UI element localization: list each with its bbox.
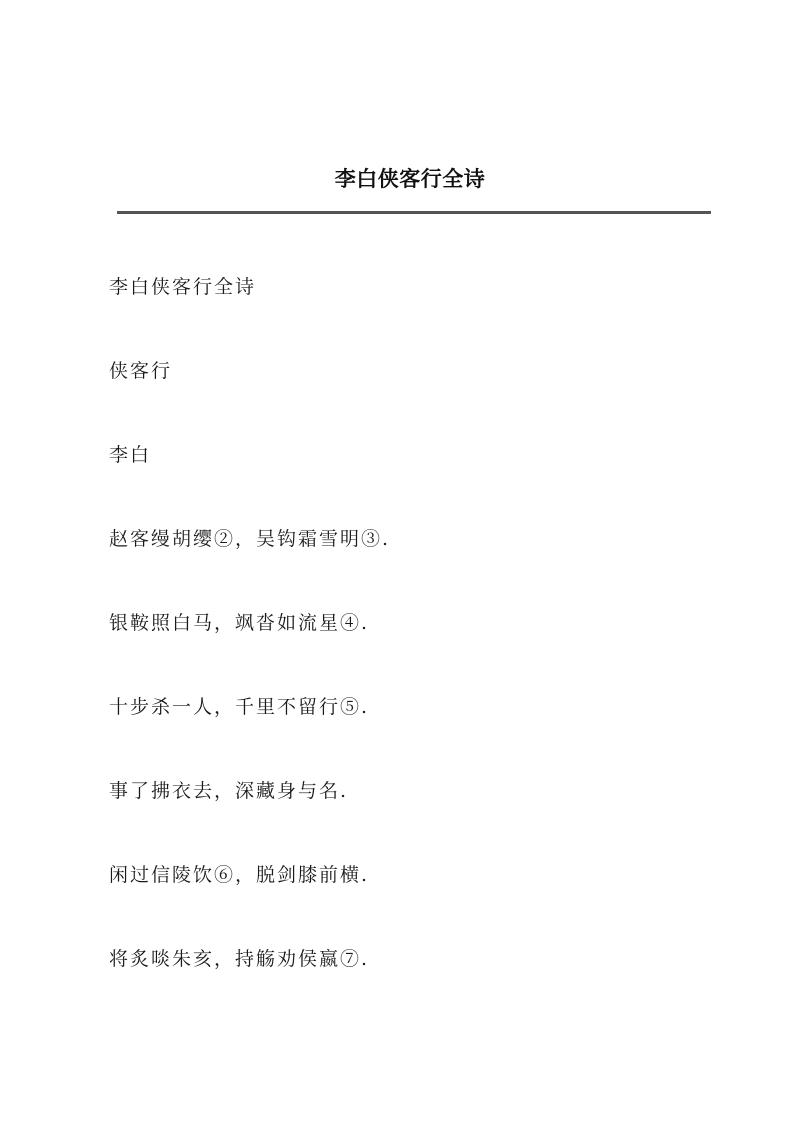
doc-heading-line: 李白侠客行全诗 — [109, 276, 257, 298]
poem-verse-line: 闲过信陵饮⑥，脱剑膝前横. — [109, 864, 370, 886]
poem-author-line: 李白 — [109, 444, 152, 466]
poem-verse-line: 将炙啖朱亥，持觞劝侯嬴⑦. — [109, 948, 370, 970]
poem-verse-line: 十步杀一人，千里不留行⑤. — [109, 696, 370, 718]
header-divider — [117, 211, 711, 214]
page-title: 李白侠客行全诗 — [334, 166, 486, 191]
poem-verse-line: 事了拂衣去，深藏身与名. — [109, 780, 349, 802]
poem-verse-line: 赵客缦胡缨②，吴钩霜雪明③. — [109, 528, 391, 550]
poem-title-line: 侠客行 — [109, 360, 173, 382]
page-header — [0, 0, 800, 220]
poem-verse-line: 银鞍照白马，飒沓如流星④. — [109, 612, 370, 634]
document-body — [109, 270, 709, 1026]
